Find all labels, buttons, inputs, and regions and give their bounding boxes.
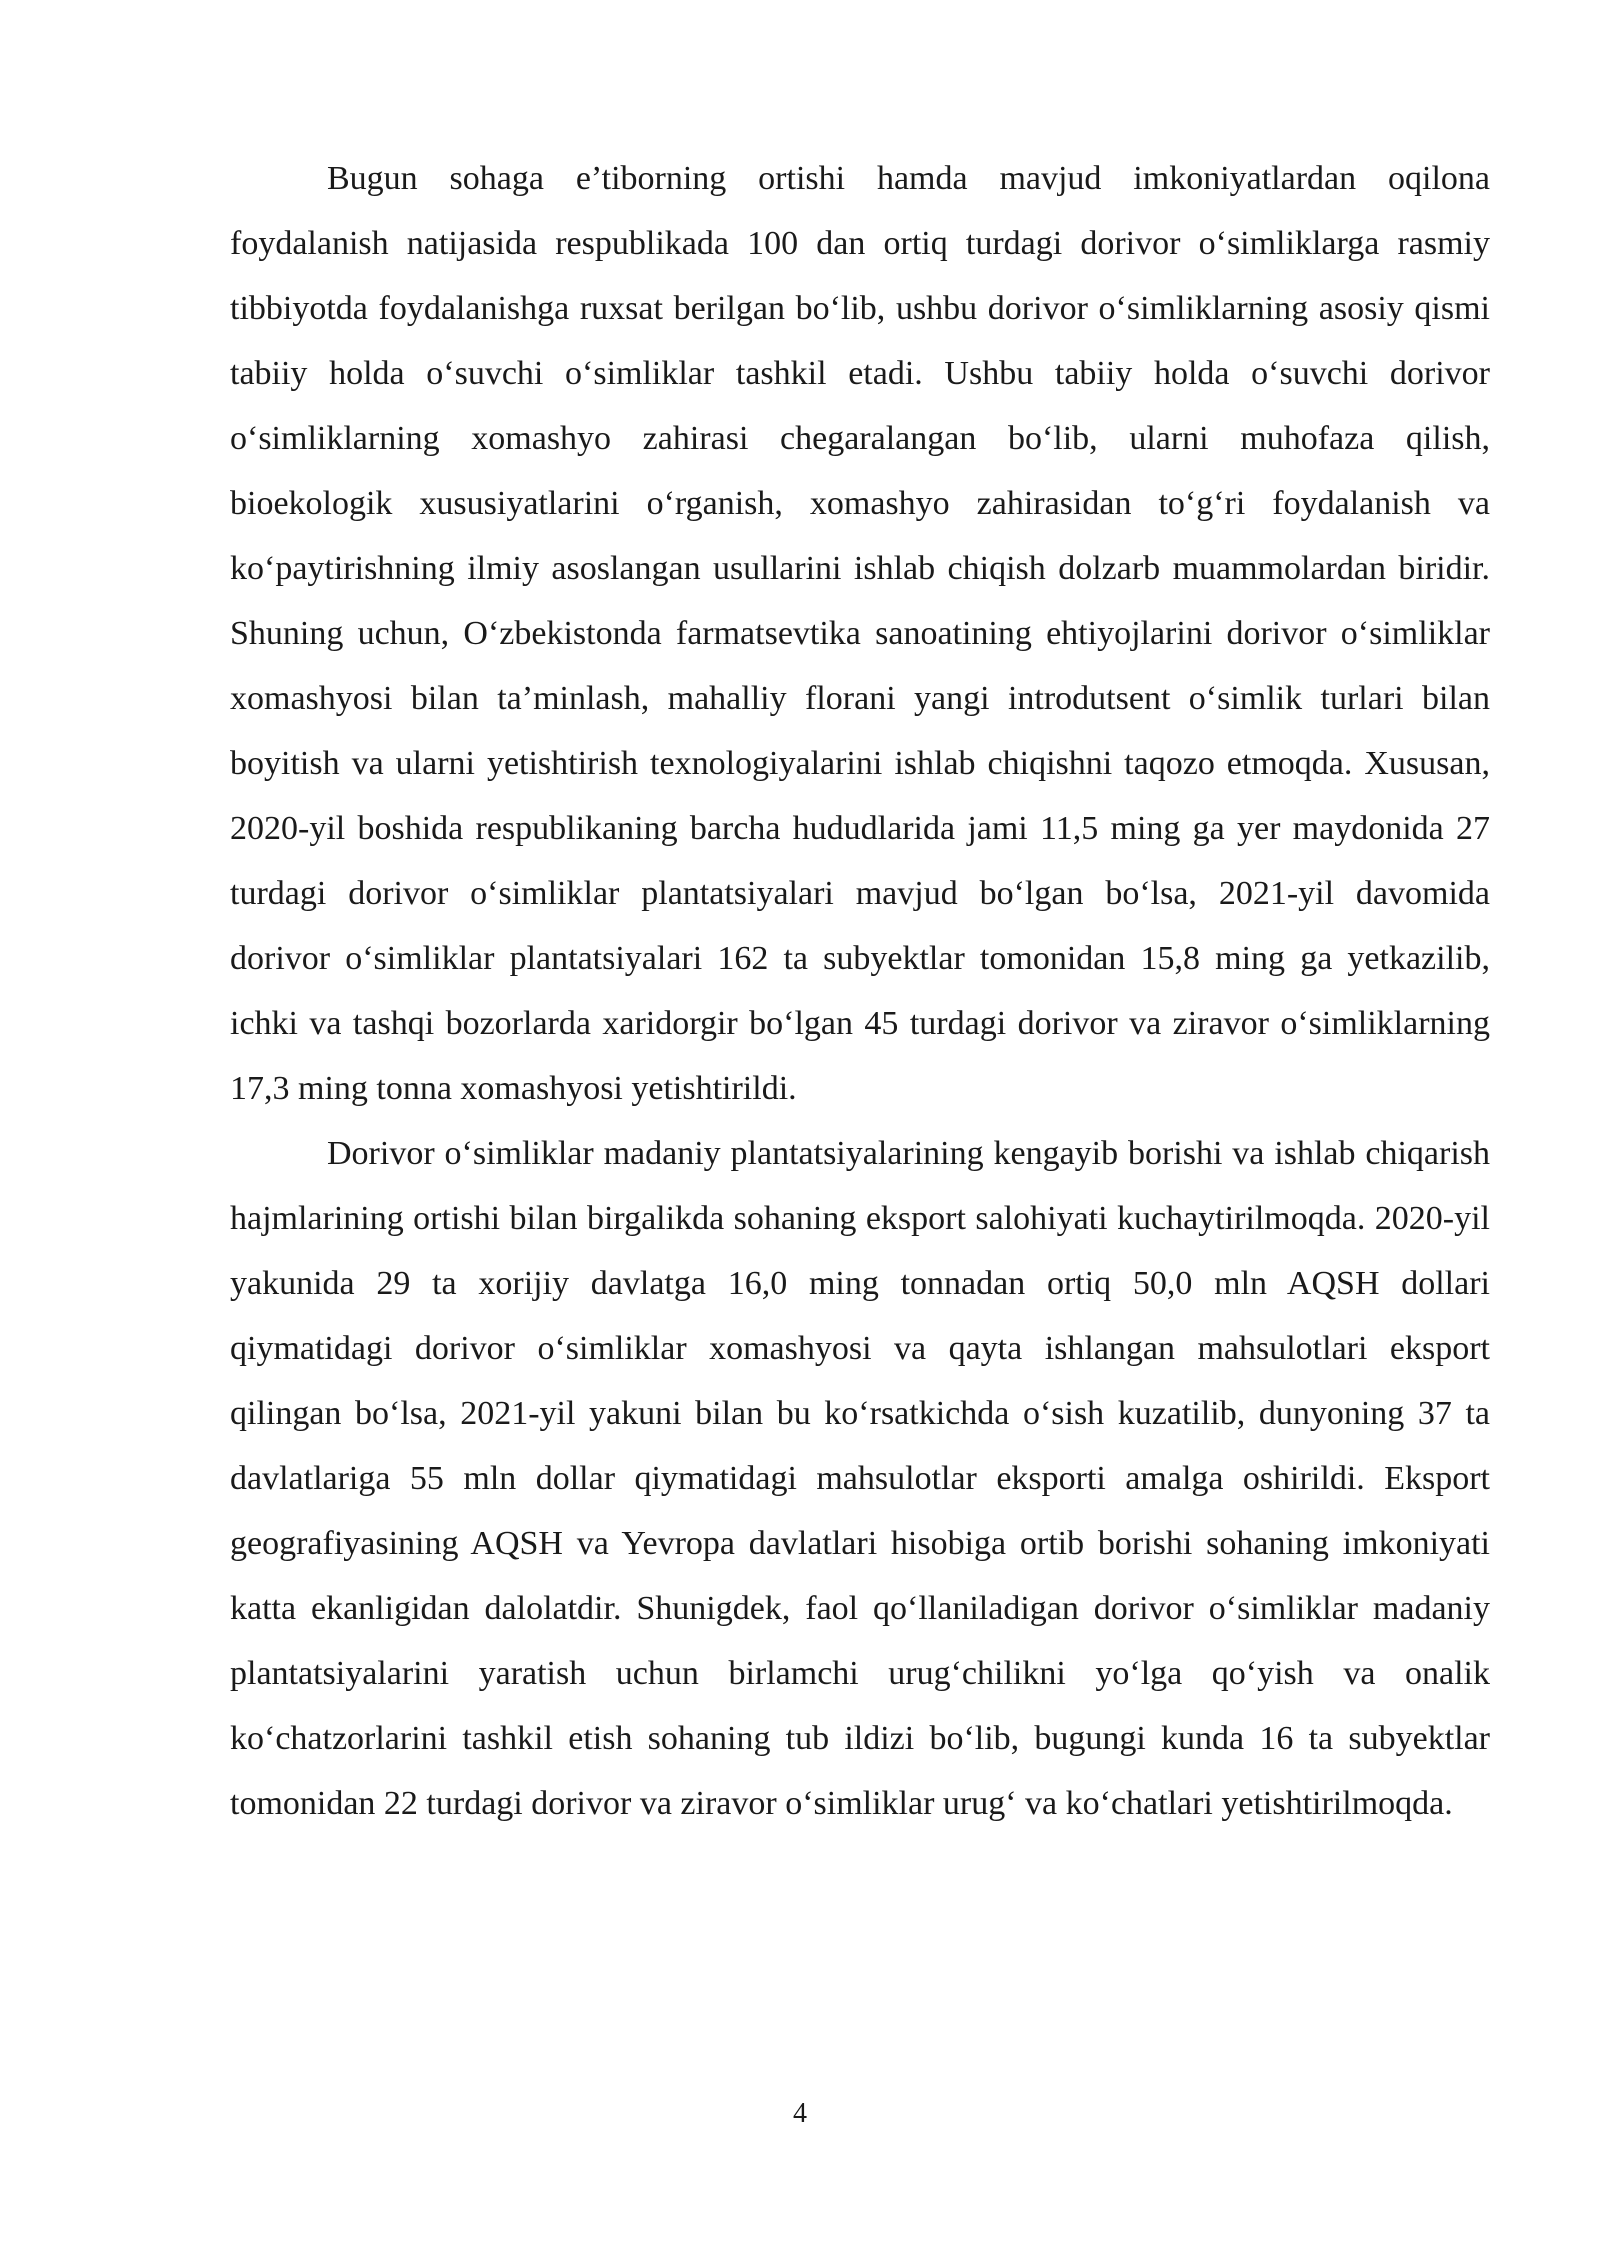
paragraph-1: Bugun sohaga e’tiborning ortishi hamda mavjud imkoniyatlardan oqilona foydalanish natijasida respublikada 100 dan ortiq turdagi dorivor o‘simliklarga rasmiy tibbiyotda foydalanishga ruxsat berilgan bo‘lib, ushbu dorivor o‘simliklarning asosiy qismi tabiiy holda o‘suvchi o‘simliklar tashkil etadi. Ushbu tabiiy holda o‘suvchi dorivor o‘simliklarning xomashyo zahirasi chegaralangan bo‘lib, ularni muhofaza qilish, bioekologik xususiyatlarini o‘rganish, xomashyo zahirasidan to‘g‘ri foydalanish va ko‘paytirishning ilmiy asoslangan usullarini ishlab chiqish dolzarb muammolardan biridir. Shuning uchun, O‘zbekistonda farmatsevtika sanoatining ehtiyojlarini dorivor o‘simliklar xomashyosi bilan ta’minlash, mahalliy florani yangi introdutsent o‘simlik turlari bilan boyitish va ularni yetishtirish texnologiyalarini ishlab chiqishni taqozo etmoqda. Xususan, 2020-yil boshida respublikaning barcha hududlarida jami 11,5 ming ga yer maydonida 27 turdagi dorivor o‘simliklar plantatsiyalari mavjud bo‘lgan bo‘lsa, 2021-yil davomida dorivor o‘simliklar plantatsiyalari 162 ta subyektlar tomonidan 15,8 ming ga yetkazilib, ichki va tashqi bozorlarda xaridorgir bo‘lgan 45 turdagi dorivor va ziravor o‘simliklarning 17,3 ming tonna xomashyosi yetishtirildi. <box>230 160 1490 1107</box>
paragraph-2: Dorivor o‘simliklar madaniy plantatsiyalarining kengayib borishi va ishlab chiqarish hajmlarining ortishi bilan birgalikda sohaning eksport salohiyati kuchaytirilmoqda. 2020-yil yakunida 29 ta xorijiy davlatga 16,0 ming tonnadan ortiq 50,0 mln AQSH dollari qiymatidagi dorivor o‘simliklar xomashyosi va qayta ishlangan mahsulotlari eksport qilingan bo‘lsa, 2021-yil yakuni bilan bu ko‘rsatkichda o‘sish kuzatilib, dunyoning 37 ta davlatlariga 55 mln dollar qiymatidagi mahsulotlar eksporti amalga oshirildi. Eksport geografiyasining AQSH va Yevropa davlatlari hisobiga ortib borishi sohaning imkoniyati katta ekanligidan dalolatdir. Shunigdek, faol qo‘llaniladigan dorivor o‘simliklar madaniy plantatsiyalarini yaratish uchun birlamchi urug‘chilikni yo‘lga qo‘yish va onalik ko‘chatzorlarini tashkil etish sohaning tub ildizi bo‘lib, bugungi kunda 16 ta subyektlar tomonidan 22 turdagi dorivor va ziravor o‘simliklar urug‘ va ko‘chatlari yetishtirilmoqda. <box>230 1135 1490 1822</box>
page-number: 4 <box>793 2098 807 2129</box>
document-page <box>230 146 1490 1836</box>
